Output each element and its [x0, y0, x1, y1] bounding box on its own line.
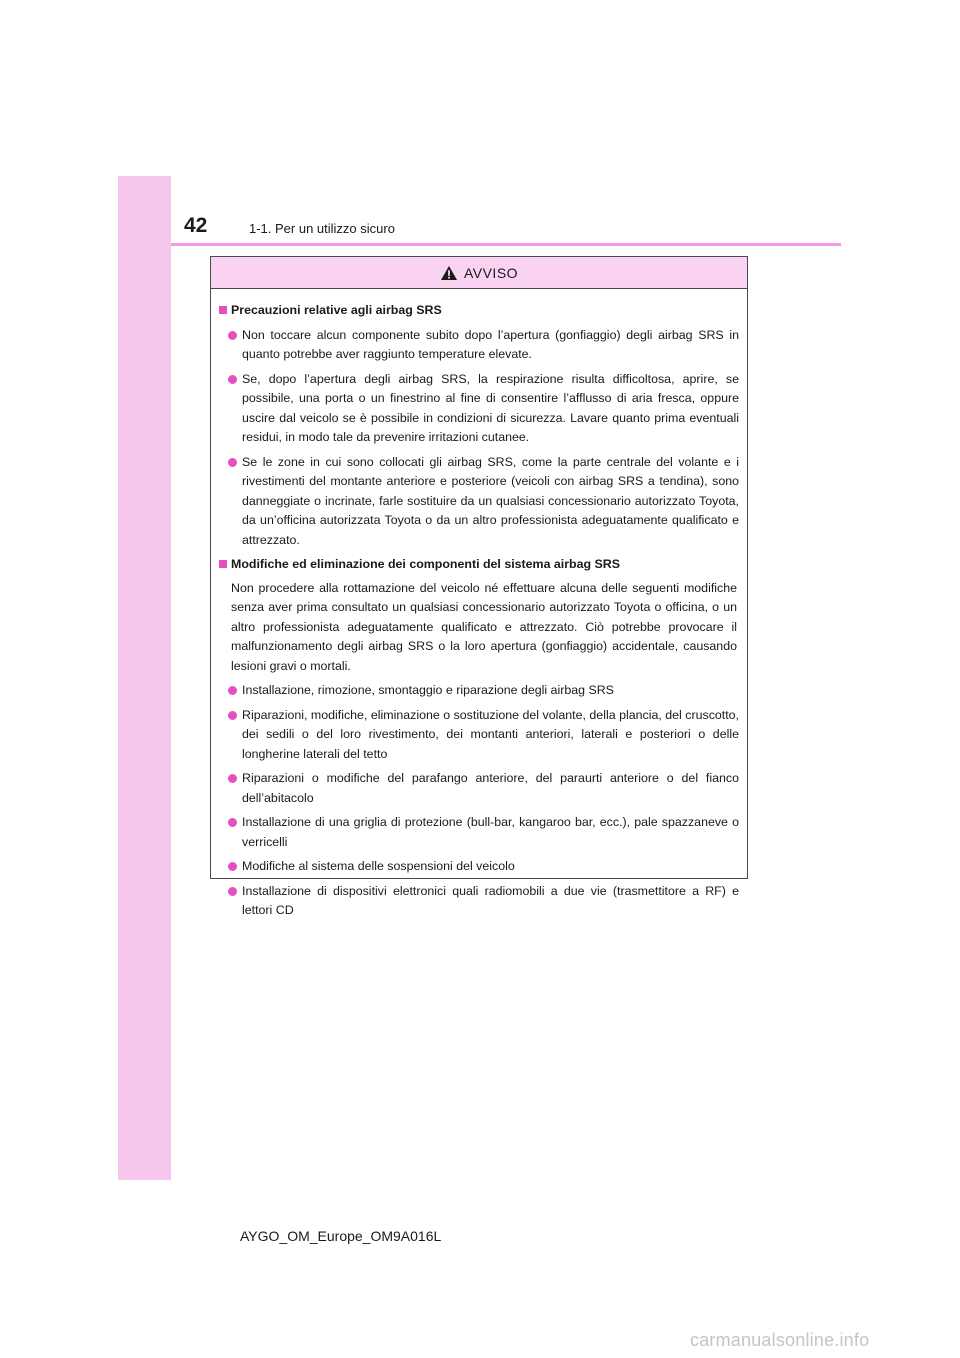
round-bullet-icon — [228, 458, 237, 467]
list-item: Modifiche al sistema delle sospensioni del veicolo — [218, 857, 741, 877]
section-heading: Modifiche ed eliminazione dei componenti del sistema airbag SRS — [218, 555, 741, 575]
section-title: 1-1. Per un utilizzo sicuro — [249, 221, 395, 236]
warning-body — [211, 289, 747, 921]
side-tab-band — [118, 176, 171, 1180]
warning-title: AVVISO — [463, 264, 519, 281]
list-item: Installazione di una griglia di protezione (bull-bar, kangaroo bar, ecc.), pale spazzaneve o verricelli — [218, 813, 741, 852]
list-item: Se, dopo l’apertura degli airbag SRS, la respirazione risulta difficoltosa, aprire, se possibile, una porta o un finestrino al fine di consentire l’afflusso di aria fresca, oppure uscire dal veicolo se è possibile in condizioni di sicurezza. Lavare quanto prima eventuali residui, in modo tale da prevenire irritazioni cutanee. — [218, 370, 741, 448]
section-paragraph: Non procedere alla rottamazione del veicolo né effettuare alcuna delle seguenti modifiche senza aver prima consultato un qualsiasi concessionario autorizzato Toyota o officina, o un altro professionista adeguatamente qualificato e attrezzato. Ciò potrebbe provocare il malfunzionamento degli airbag SRS o la loro apertura (gonfiaggio) accidentale, causando lesioni gravi o mortali. — [231, 580, 737, 673]
section-heading: Precauzioni relative agli airbag SRS — [218, 301, 741, 321]
warning-header — [211, 257, 747, 289]
round-bullet-icon — [228, 686, 237, 695]
square-bullet-icon — [219, 306, 227, 314]
watermark: carmanualsonline.info — [690, 1330, 870, 1350]
footer-document-code: AYGO_OM_Europe_OM9A016L — [240, 1228, 442, 1244]
list-item: Se le zone in cui sono collocati gli airbag SRS, come la parte centrale del volante e i rivestimenti del montante anteriore e posteriore (veicoli con airbag SRS a tendina), sono danneggiate o incrinate, farle sostituire da un qualsiasi concessionario autorizzato Toyota, da un’officina autorizzata Toyota o da un altro professionista adeguatamente qualificato e attrezzato. — [218, 453, 741, 551]
page-number: 42 — [184, 214, 208, 237]
square-bullet-icon — [219, 560, 227, 568]
list-item: Riparazioni o modifiche del parafango anteriore, del paraurti anteriore o del fianco dell’abitacolo — [218, 769, 741, 808]
round-bullet-icon — [228, 375, 237, 384]
header-rule — [171, 243, 841, 246]
warning-box — [210, 256, 748, 917]
round-bullet-icon — [228, 774, 237, 783]
round-bullet-icon — [228, 711, 237, 720]
list-item: Installazione, rimozione, smontaggio e riparazione degli airbag SRS — [218, 681, 741, 701]
list-item: Non toccare alcun componente subito dopo l’apertura (gonfiaggio) degli airbag SRS in quanto potrebbe aver raggiunto temperature elevate. — [218, 326, 741, 365]
round-bullet-icon — [228, 862, 237, 871]
warning-triangle-icon — [440, 265, 458, 281]
round-bullet-icon — [228, 331, 237, 340]
round-bullet-icon — [228, 887, 237, 896]
round-bullet-icon — [228, 818, 237, 827]
list-item: Riparazioni, modifiche, eliminazione o sostituzione del volante, della plancia, del cruscotto, dei sedili o del loro rivestimento, dei montanti anteriori, laterali e posteriori o delle longherine laterali del tetto — [218, 706, 741, 765]
list-item: Installazione di dispositivi elettronici quali radiomobili a due vie (trasmettitore a RF) e lettori CD — [218, 882, 741, 921]
